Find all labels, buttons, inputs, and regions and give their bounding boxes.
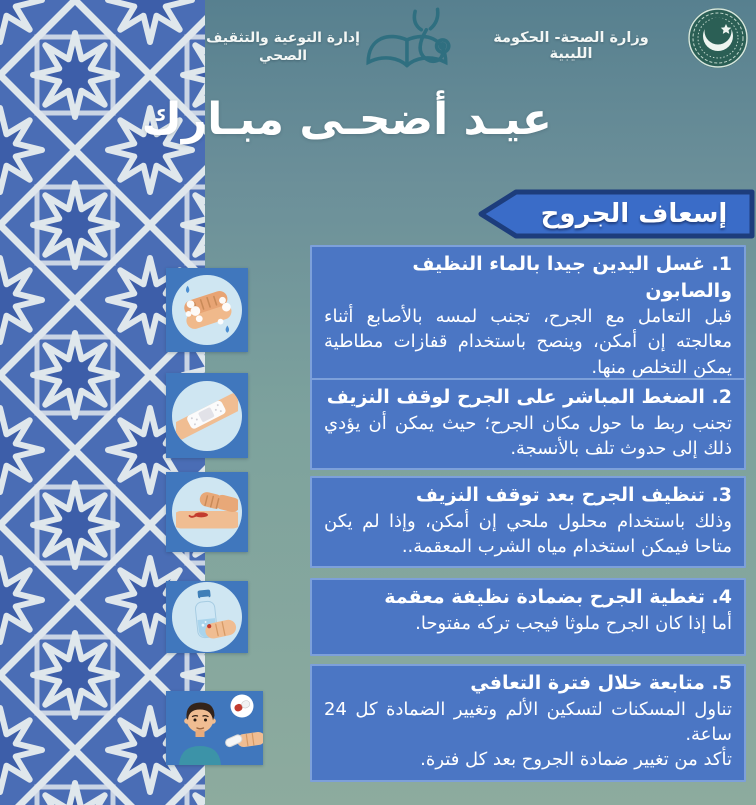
book-stethoscope-icon	[358, 3, 460, 83]
step-1-illustration	[166, 268, 248, 352]
step-block-4	[310, 578, 746, 656]
step-block-2	[310, 378, 746, 470]
handwash-icon	[172, 275, 242, 345]
ministry-emblem-icon	[686, 6, 750, 70]
step-body: أما إذا كان الجرح ملوثا فيجب تركه مفتوحا.	[415, 612, 732, 634]
step-heading: 1. غسل اليدين جيدا بالماء النظيف والصابون	[412, 253, 732, 302]
saline-bottle-icon	[172, 582, 242, 652]
person-taking-medicine-icon	[166, 691, 263, 765]
step-note: تأكد من تغيير ضمادة الجروح بعد كل فترة.	[420, 748, 732, 770]
step-heading: 4. تغطية الجرح بضمادة نظيفة معقمة	[384, 586, 732, 608]
step-3-illustration	[166, 472, 248, 552]
banner-title: إسعاف الجروح	[540, 199, 728, 229]
step-heading: 3. تنظيف الجرح بعد توقف النزيف	[415, 484, 732, 506]
step-body: وذلك باستخدام محلول ملحي إن أمكن، وإذا لم يكن متاحا فيمكن استخدام مياه الشرب المعقمة..	[324, 510, 732, 557]
department-label: إدارة التوعية والتثقيف الصحي	[206, 30, 360, 64]
section-banner	[478, 188, 756, 240]
page-title: عيـد أضحـى مبـارك	[141, 94, 552, 145]
step-heading: 2. الضغط المباشر على الجرح لوقف النزيف	[326, 386, 732, 408]
step-2-illustration	[166, 373, 248, 458]
step-block-1	[310, 245, 746, 389]
step-5-illustration	[166, 691, 263, 765]
ministry-label: وزارة الصحة- الحكومة الليبية	[493, 30, 649, 62]
step-body: تناول المسكنات لتسكين الألم وتغيير الضمادة كل 24 ساعة.	[324, 698, 732, 745]
step-heading: 5. متابعة خلال فترة التعافي	[470, 672, 732, 694]
press-wound-icon	[172, 477, 242, 547]
step-body: تجنب ربط ما حول مكان الجرح؛ حيث يمكن أن يؤدي ذلك إلى حدوث تلف بالأنسجة.	[324, 412, 732, 459]
step-block-3	[310, 476, 746, 568]
step-4-illustration	[166, 581, 248, 653]
step-body: قبل التعامل مع الجرح، تجنب لمسه بالأصابع أثناء معالجته إن أمكن، وينصح باستخدام قفازات مطاطية يمكن التخلص منها.	[324, 306, 732, 378]
bandage-arm-icon	[172, 381, 242, 451]
step-block-5	[310, 664, 746, 782]
